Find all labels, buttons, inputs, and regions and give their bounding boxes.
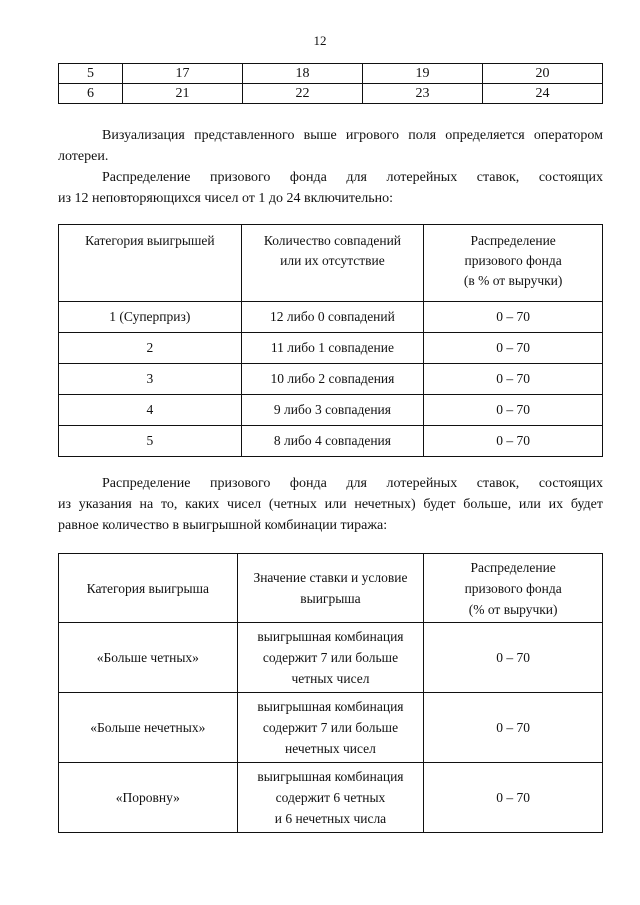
cell-line: четных чисел (291, 671, 370, 686)
table-cell: 0 – 70 (424, 426, 603, 457)
header-line: призового фонда (464, 580, 562, 596)
cell-line: выигрышная комбинация (257, 629, 404, 644)
table-row (59, 426, 603, 457)
paragraph-text: Распределение призового фонда для лотерейных ставок, состоящих (102, 476, 603, 491)
paragraph-text: Визуализация представленного выше игрового поля определяется оператором лотереи. (58, 128, 603, 164)
table-cell: 19 (363, 64, 483, 84)
table-cell: 8 либо 4 совпадения (241, 426, 424, 457)
column-header-distribution (424, 554, 603, 623)
header-line: (в % от выручки) (463, 273, 563, 288)
column-header-category (59, 554, 238, 623)
cell-line: и 6 нечетных числа (274, 811, 387, 826)
prize-table-numbers (58, 224, 603, 457)
header-line: призового фонда (464, 253, 562, 268)
table-cell: 2 (59, 333, 242, 364)
table-cell: 18 (243, 64, 363, 84)
table-row (59, 84, 603, 104)
table-row (59, 364, 603, 395)
paragraph-distribution-2-line-1 (58, 473, 603, 494)
header-line: выигрыша (300, 591, 361, 606)
table-cell: 10 либо 2 совпадения (241, 364, 424, 395)
table-row (59, 395, 603, 426)
prize-table-parity (58, 553, 603, 833)
header-line: Категория выигрышей (85, 233, 215, 248)
header-line: Значение ставки и условие (253, 570, 408, 585)
table-row (59, 64, 603, 84)
cell-line: выигрышная комбинация (257, 769, 404, 784)
table-cell: 20 (483, 64, 603, 84)
table-cell: 0 – 70 (424, 623, 603, 693)
table-row (59, 302, 603, 333)
table-cell (237, 763, 424, 833)
table-cell: 3 (59, 364, 242, 395)
table-row (59, 333, 603, 364)
cell-line: содержит 6 четных (275, 790, 386, 805)
column-header-category (59, 225, 242, 302)
header-line: (% от выручки) (468, 601, 558, 617)
paragraph-distribution-2-line-3: равное количество в выигрышной комбинации тиража: (58, 518, 388, 533)
header-line: Количество совпадений (263, 233, 402, 248)
paragraph-text: Распределение призового фонда для лотерейных ставок, состоящих (102, 170, 603, 185)
table-cell: 6 (59, 84, 123, 104)
table-cell: 5 (59, 64, 123, 84)
table-cell: 9 либо 3 совпадения (241, 395, 424, 426)
table-cell: 22 (243, 84, 363, 104)
table-cell: 0 – 70 (424, 364, 603, 395)
header-line: Категория выигрыша (86, 580, 209, 596)
table-cell: 17 (123, 64, 243, 84)
cell-line: содержит 7 или больше (262, 720, 399, 735)
header-line: Распределение (470, 559, 556, 575)
table-cell: 4 (59, 395, 242, 426)
table-cell: 12 либо 0 совпадений (241, 302, 424, 333)
table-header-row (59, 225, 603, 302)
table-cell: 24 (483, 84, 603, 104)
paragraph-distribution-1-line-2: из 12 неповторяющихся чисел от 1 до 24 включительно: (58, 191, 393, 206)
table-cell: 0 – 70 (424, 763, 603, 833)
table-cell: «Больше нечетных» (59, 693, 238, 763)
paragraph-distribution-2-line-2: из указания на то, каких чисел (четных или нечетных) будет больше, или их будет (58, 497, 603, 512)
cell-line: нечетных чисел (285, 741, 376, 756)
paragraph-visualization (58, 125, 603, 167)
cell-line: содержит 7 или больше (262, 650, 399, 665)
table-cell: 0 – 70 (424, 693, 603, 763)
page-number: 12 (313, 33, 327, 48)
column-header-distribution (424, 225, 603, 302)
table-cell: 21 (123, 84, 243, 104)
table-cell: «Поровну» (59, 763, 238, 833)
column-header-condition (237, 554, 424, 623)
table-row (59, 693, 603, 763)
game-field-table (58, 63, 603, 104)
table-cell: 1 (Суперприз) (59, 302, 242, 333)
table-row (59, 623, 603, 693)
table-cell: 5 (59, 426, 242, 457)
column-header-matches (241, 225, 424, 302)
header-line: Распределение (470, 233, 556, 248)
table-header-row (59, 554, 603, 623)
paragraph-distribution-1-line-1 (58, 167, 603, 188)
table-cell: «Больше четных» (59, 623, 238, 693)
table-cell: 0 – 70 (424, 333, 603, 364)
table-cell (237, 623, 424, 693)
table-cell (237, 693, 424, 763)
table-cell: 11 либо 1 совпадение (241, 333, 424, 364)
cell-line: выигрышная комбинация (257, 699, 404, 714)
table-cell: 0 – 70 (424, 395, 603, 426)
table-cell: 23 (363, 84, 483, 104)
header-line: или их отсутствие (280, 253, 385, 268)
table-row (59, 763, 603, 833)
table-cell: 0 – 70 (424, 302, 603, 333)
